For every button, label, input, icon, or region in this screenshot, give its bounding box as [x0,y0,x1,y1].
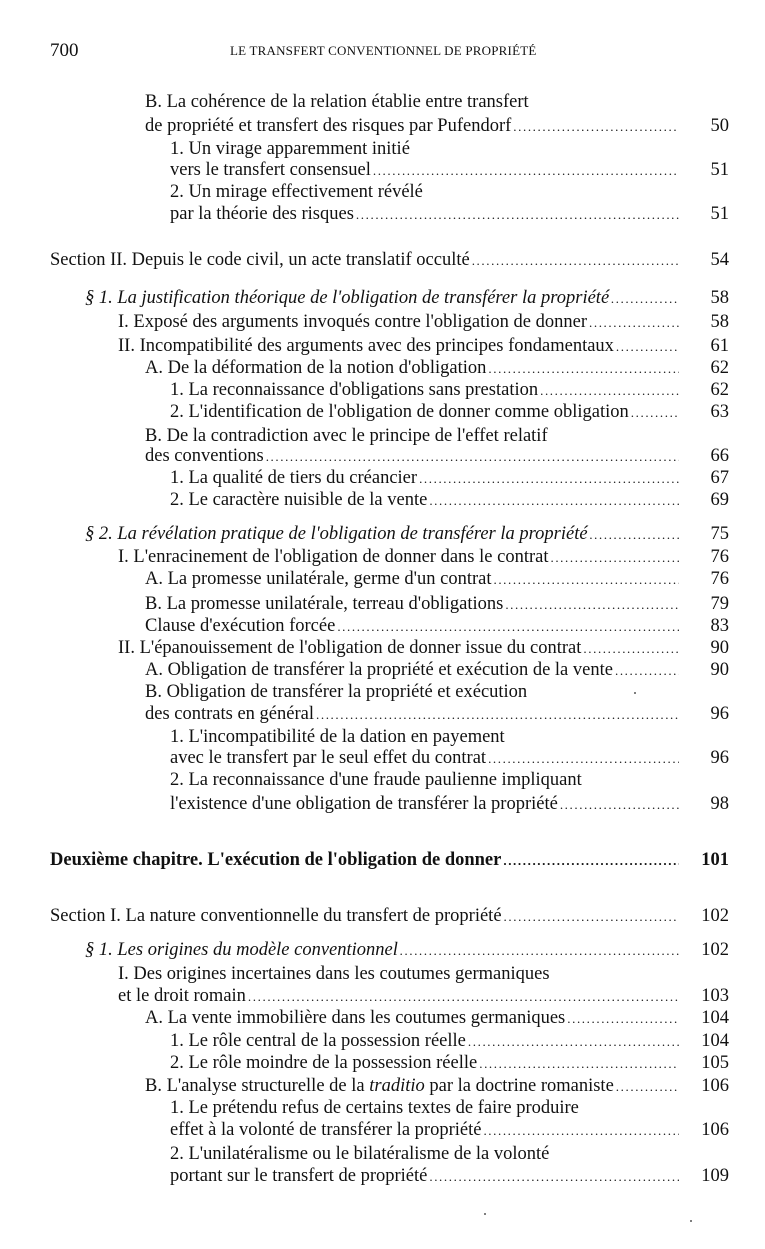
dot-leader [615,659,679,683]
toc-entry-title [145,356,486,380]
toc-entry [170,180,423,204]
toc-entry-text: par la théorie des risques [170,204,354,224]
toc-page-number: 102 [701,940,729,960]
toc-page-number: 104 [701,1031,729,1051]
toc-page-number: 69 [710,490,729,510]
print-speck [634,692,636,694]
toc-entry-text: et le droit romain [118,986,246,1006]
dot-leader [400,939,679,963]
toc-page-number: 66 [710,446,729,466]
toc-entry [118,334,679,358]
toc-entry [170,400,679,424]
dot-leader [504,905,679,929]
dot-leader [483,1119,679,1143]
toc-entry-title [50,848,501,872]
toc-entry-text: A. De la déformation de la notion d'obligation [145,358,487,378]
dot-leader [631,401,679,425]
running-head: LE TRANSFERT CONVENTIONNEL DE PROPRIÉTÉ [230,43,537,58]
toc-entry-title [118,636,581,660]
toc-entry [118,310,679,334]
toc-entry [145,114,679,138]
toc-entry-text: § 2. La révélation pratique de l'obligation de transférer la propriété [85,524,588,544]
toc-page-number: 109 [701,1166,729,1186]
toc-entry-title [170,792,558,816]
toc-page-number: 90 [710,638,729,658]
toc-entry-title [85,522,588,546]
toc-entry-text: B. La promesse unilatérale, terreau d'obligations [145,594,504,614]
toc-page-number: 106 [701,1076,729,1096]
toc-entry-text: 2. L'identification de l'obligation de donner comme obligation [170,402,629,422]
toc-entry [50,248,679,272]
toc-entry-text: 1. Le rôle central de la possession réelle [170,1031,466,1051]
toc-page-number: 58 [710,312,729,332]
toc-page-number: 104 [701,1008,729,1028]
toc-entry-text: B. De la contradiction avec le principe de l'effet relatif [145,426,548,446]
dot-leader [616,1075,679,1099]
toc-entry [170,1096,579,1120]
toc-entry [145,1074,679,1098]
toc-entry [145,356,679,380]
toc-entry-title [170,727,505,747]
toc-entry-title [145,114,511,138]
toc-entry [170,202,679,226]
toc-entry [85,286,679,310]
toc-entry-title [118,964,550,984]
toc-entry [145,658,679,682]
toc-entry [170,1164,679,1188]
toc-entry-title [50,904,502,928]
toc-entry-title [170,1144,549,1164]
toc-entry-title [170,1051,477,1075]
toc-entry-text: 2. Un mirage effectivement révélé [170,182,423,202]
toc-entry-text: B. La cohérence de la relation établie entre transfert [145,92,529,112]
dot-leader [503,849,679,873]
dot-leader [589,311,679,335]
toc-entry [118,545,679,569]
dot-leader [472,249,679,273]
toc-entry-title [170,770,582,790]
toc-entry [50,848,679,872]
toc-entry [145,702,679,726]
dot-leader [429,489,679,513]
toc-entry-title [145,444,264,468]
toc-entry-text: Deuxième chapitre. L'exécution de l'obligation de donner [50,850,502,870]
toc-page-number: 106 [701,1120,729,1140]
toc-page-number: 76 [710,569,729,589]
toc-entry-title [170,182,423,202]
toc-entry-title [170,746,486,770]
toc-entry [145,1006,679,1030]
toc-entry-text: des conventions [145,446,264,466]
toc-entry-title [170,1164,427,1188]
toc-entry [145,567,679,591]
toc-entry [85,522,679,546]
toc-page-number: 96 [710,704,729,724]
dot-leader [316,703,679,727]
toc-entry-title [145,1074,614,1098]
toc-entry-text: 2. L'unilatéralisme ou le bilatéralisme de la volonté [170,1144,550,1164]
toc-entry-title [170,1098,579,1118]
toc-entry-title [145,658,613,682]
toc-entry-title [170,488,427,512]
toc-entry-text: § 1. Les origines du modèle conventionnel [85,940,398,960]
toc-page-number: 61 [710,336,729,356]
toc-entry-text: II. Incompatibilité des arguments avec des principes fondamentaux [118,336,614,356]
toc-page-number: 75 [710,524,729,544]
toc-entry-title [170,466,417,490]
dot-leader [493,568,679,592]
toc-entry-title [170,202,354,226]
toc-entry-title [118,310,587,334]
page-number: 700 [50,40,79,61]
toc-entry [170,466,679,490]
toc-entry-text: effet à la volonté de transférer la propriété [170,1120,482,1140]
toc-entry-text: I. L'enracinement de l'obligation de donner dans le contrat [118,547,549,567]
toc-page-number: 102 [701,906,729,926]
toc-entry-text: avec le transfert par le seul effet du contrat [170,748,487,768]
toc-page-number: 54 [710,250,729,270]
toc-page-number: 79 [710,594,729,614]
toc-entry [170,1051,679,1075]
toc-entry-italic-term: traditio [369,1076,425,1096]
dot-leader [479,1052,679,1076]
toc-entry-title [85,286,609,310]
toc-page-number: 63 [710,402,729,422]
toc-entry-title [145,682,527,702]
toc-entry-text: 1. Le prétendu refus de certains textes de faire produire [170,1098,579,1118]
toc-page-number: 51 [710,204,729,224]
toc-entry [170,158,679,182]
toc-entry [170,378,679,402]
toc-page-number: 90 [710,660,729,680]
toc-entry-text: de propriété et transfert des risques par Pufendorf [145,116,512,136]
print-speck [484,1213,486,1215]
toc-entry-text: vers le transfert consensuel [170,160,371,180]
toc-page-number: 98 [710,794,729,814]
toc-entry-title [145,592,503,616]
toc-page-number: 103 [701,986,729,1006]
toc-entry [50,904,679,928]
dot-leader [429,1165,679,1189]
toc-page-number: 96 [710,748,729,768]
toc-page-number: 76 [710,547,729,567]
dot-leader [513,115,679,139]
toc-entry [85,938,679,962]
toc-page-number: 62 [710,380,729,400]
toc-entry-title [118,334,614,358]
toc-entry-text: A. Obligation de transférer la propriété et exécution de la vente [145,660,613,680]
toc-entry-text: Clause d'exécution forcée [145,616,336,636]
toc-entry [145,444,679,468]
toc-entry [170,746,679,770]
toc-entry-text: 2. Le caractère nuisible de la vente [170,490,428,510]
dot-leader [356,203,679,227]
toc-entry [170,1029,679,1053]
toc-entry-title [50,248,470,272]
toc-page-number: 101 [701,850,729,870]
toc-entry [145,592,679,616]
toc-entry-title [170,400,629,424]
toc-entry-text: Section I. La nature conventionnelle du transfert de propriété [50,906,502,926]
toc-page-number: 58 [710,288,729,308]
toc-entry-text: 1. La qualité de tiers du créancier [170,468,418,488]
toc-entry [118,962,550,986]
dot-leader [590,523,679,547]
toc-entry-text: 2. La reconnaissance d'une fraude paulienne impliquant [170,770,582,790]
toc-page-number: 105 [701,1053,729,1073]
toc-entry-text: I. Des origines incertaines dans les coutumes germaniques [118,964,550,984]
toc-page-number: 67 [710,468,729,488]
toc-entry-text: portant sur le transfert de propriété [170,1166,428,1186]
toc-entry-text: B. Obligation de transférer la propriété et exécution [145,682,528,702]
toc-entry [145,614,679,638]
toc-entry-text: A. La vente immobilière dans les coutumes germaniques [145,1008,566,1028]
toc-entry [170,792,679,816]
toc-entry-title [170,378,538,402]
toc-entry-text: § 1. La justification théorique de l'obligation de transférer la propriété [85,288,610,308]
toc-entry-title [145,567,491,591]
toc-entry-title [145,614,335,638]
print-speck [690,1220,692,1222]
toc-entry-text: l'existence d'une obligation de transférer la propriété [170,794,558,814]
toc-entry-text: I. Exposé des arguments invoqués contre l'obligation de donner [118,312,587,332]
toc-entry-text: B. L'analyse structurelle de la [145,1076,370,1096]
toc-page-number: 83 [710,616,729,636]
toc-entry-text: 1. La reconnaissance d'obligations sans prestation [170,380,539,400]
toc-entry [170,768,582,792]
toc-page-number: 50 [710,116,729,136]
toc-entry [118,636,679,660]
toc-entry [118,984,679,1008]
toc-entry-text: Section II. Depuis le code civil, un acte translatif occulté [50,250,470,270]
toc-entry-title [145,702,314,726]
toc-entry-title [118,984,246,1008]
dot-leader [567,1007,679,1031]
toc-entry-text: 1. Un virage apparemment initié [170,139,410,159]
toc-entry-text-continued: par la doctrine romaniste [424,1076,614,1096]
toc-entry-title [145,92,529,112]
toc-entry-title [145,1006,565,1030]
toc-entry-title [170,1029,466,1053]
toc-entry-title [170,158,371,182]
toc-entry-title [170,139,410,159]
toc-entry [170,488,679,512]
toc-entry-title [170,1118,481,1142]
toc-entry [170,1118,679,1142]
toc-entry-text: A. La promesse unilatérale, germe d'un contrat [145,569,492,589]
toc-entry [145,90,529,114]
toc-entry-title [85,938,398,962]
toc-entry-title [145,426,548,446]
toc-entry-title [118,545,548,569]
toc-entry [170,1142,549,1166]
toc-entry-text: II. L'épanouissement de l'obligation de donner issue du contrat [118,638,582,658]
dot-leader [560,793,679,817]
toc-entry [145,680,527,704]
toc-page-number: 62 [710,358,729,378]
dot-leader [611,287,679,311]
toc-page-number: 51 [710,160,729,180]
toc-entry-text: 1. L'incompatibilité de la dation en payement [170,727,505,747]
toc-entry-text: 2. Le rôle moindre de la possession réelle [170,1053,478,1073]
toc-entry-text: des contrats en général [145,704,314,724]
